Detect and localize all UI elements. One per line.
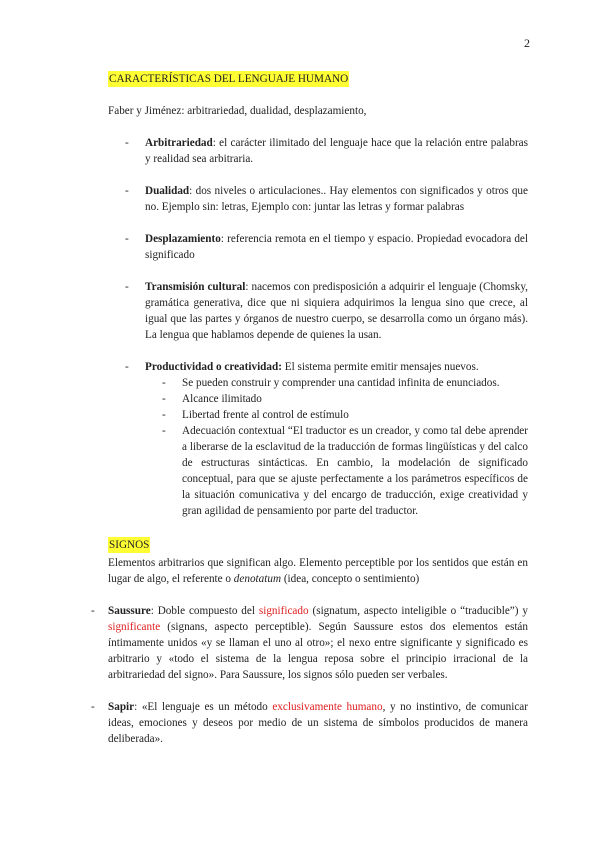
signos-heading-highlight: SIGNOS [109,539,150,551]
characteristics-list [108,135,528,519]
sub-item: - Adecuación contextual “El traductor es un creador, y como tal debe aprender a liberarse de la esclavitud de la traducción de formas lingüísticas y del calco de estructuras sintácticas. En cambio, la modelación de significado conceptual, para que se ajuste perfectamente a los parámetros específicos de la situación comunicativa y del encargo de traducción, exige creatividad y gran agilidad de pensamiento por parte del traductor. [145,423,528,519]
red-term: significado [258,605,309,617]
description: El sistema permite emitir mensajes nuevos. [281,361,479,373]
signos-heading [108,537,528,553]
italic-term: denotatum [233,573,282,585]
heading-highlight: CARACTERÍSTICAS DEL LENGUAJE HUMANO [109,73,349,85]
signos-definition [108,555,528,587]
term: Desplazamiento [145,233,221,245]
term: Dualidad [145,185,190,197]
text-run: : Doble compuesto del [150,605,259,617]
description: : el carácter ilimitado del lenguaje hace que la relación entre palabras y realidad sea arbitraria. [145,137,528,165]
red-term: significante [108,621,161,633]
text-run: Elementos arbitrarios que significan algo. Elemento perceptible por los sentidos que están en lugar de algo, el referente o [108,557,528,585]
text-run: (signatum, aspecto inteligible o “traducible”) y [308,605,528,617]
intro-line: Faber y Jiménez: arbitrariedad, dualidad, desplazamiento, [108,105,367,117]
authors-list [88,603,528,747]
term: Productividad o creatividad: [145,361,282,373]
sub-item: - Libertad frente al control de estímulo [145,407,528,423]
list-item-desplazamiento [108,231,528,263]
list-item-saussure [88,603,528,683]
description: : referencia remota en el tiempo y espacio. Propiedad evocadora del significado [145,233,528,261]
document-body [108,71,528,747]
term: Transmisión cultural [145,281,246,293]
term: Arbitrariedad [145,137,213,149]
list-item-dualidad [108,183,528,215]
text-run: : «El lenguaje es un método [134,701,273,713]
page-number: 2 [524,36,530,50]
list-item-transmision-cultural [108,279,528,343]
description: : nacemos con predisposición a adquirir el lenguaje (Chomsky, gramática generativa, dice que ni siquiera adquirimos la lengua sino que crece, al igual que las partes y órganos de nuestro cuerpo, se desarrolla como un órgano más). La lengua que hablamos depende de quienes la usan. [145,281,528,341]
sub-item: - Se pueden construir y comprender una cantidad infinita de enunciados. [145,375,528,391]
list-item-productividad [108,359,528,519]
section-heading [108,71,528,87]
signos-section [108,537,528,747]
text-run: , y no instintivo, de comunicar ideas, emociones y deseos por medio de un sistema de símbolos producidos de manera deliberada». [108,701,528,745]
red-term: exclusivamente humano [272,701,383,713]
list-item-arbitrariedad [108,135,528,167]
text-run: (idea, concepto o sentimiento) [281,573,420,585]
list-item-sapir [88,699,528,747]
term: Sapir [108,701,135,713]
description: : dos niveles o articulaciones.. Hay elementos con significados y otros que no. Ejemplo sin: letras, Ejemplo con: juntar las letras y formar palabras [145,185,528,213]
productivity-sublist [145,375,528,519]
term: Saussure [108,605,151,617]
text-run: (signans, aspecto perceptible). Según Saussure estos dos elementos están íntimamente unidos «y se llaman el uno al otro»; el nexo entre significante y significado es arbitrario y «todo el sistema de la lengua reposa sobre el principio irracional de la arbitrariedad del signo». Para Saussure, los signos sólo pueden ser verbales. [108,621,528,681]
sub-item: - Alcance ilimitado [145,391,528,407]
